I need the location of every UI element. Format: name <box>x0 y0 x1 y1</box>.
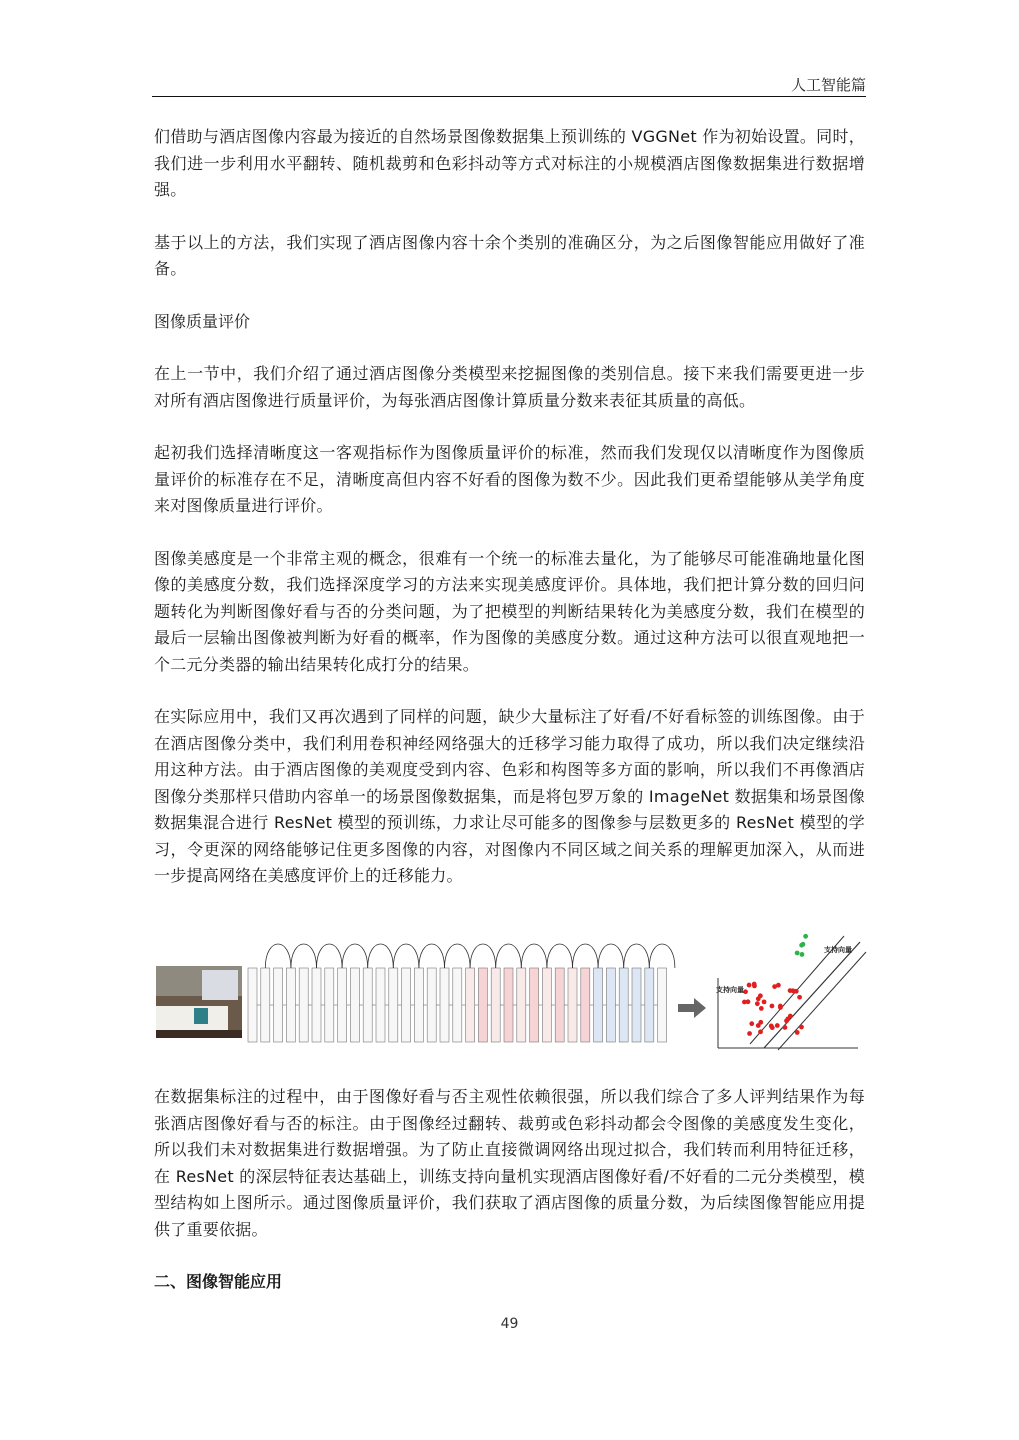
resnet-layer-block <box>581 968 590 1042</box>
resnet-layer-block <box>440 968 449 1042</box>
resnet-layer-block <box>402 968 411 1042</box>
resnet-layer-block <box>530 968 539 1042</box>
resnet-layer-block <box>619 968 628 1042</box>
resnet-layer-block <box>658 968 667 1042</box>
section-heading-quality: 图像质量评价 <box>154 311 251 331</box>
svm-plot <box>716 934 866 1050</box>
resnet-layer-block <box>453 968 462 1042</box>
resnet-layer-block <box>606 968 615 1042</box>
resnet-layer-block <box>350 968 359 1042</box>
resnet-layer-block <box>594 968 603 1042</box>
bad-point <box>759 1006 764 1011</box>
bad-point <box>770 1025 775 1030</box>
residual-arc <box>470 944 496 968</box>
residual-arc <box>265 944 291 968</box>
paragraph-quality-intro: 在上一节中，我们介绍了通过酒店图像分类模型来挖掘图像的类别信息。接下来我们需要更进一步对所有酒店图像进行质量评价，为每张酒店图像计算质量分数来表征其质量的高低。 <box>154 364 865 410</box>
page-number: 49 <box>500 1316 519 1332</box>
residual-arc <box>624 944 650 968</box>
bad-point <box>775 1023 780 1028</box>
residual-arc <box>419 944 445 968</box>
good-point <box>801 942 806 947</box>
bad-point <box>758 1029 763 1034</box>
residual-arc <box>368 944 394 968</box>
paragraph-vggnet: 们借助与酒店图像内容最为接近的自然场景图像数据集上预训练的 VGGNet 作为初始设置。同时，我们进一步利用水平翻转、随机裁剪和色彩抖动等方式对标注的小规模酒店图像数据集进行数据增强。 <box>154 127 865 199</box>
resnet-layer-block <box>645 968 654 1042</box>
resnet-layer-block <box>389 968 398 1042</box>
bad-point <box>791 988 796 993</box>
body-content <box>154 124 865 890</box>
residual-arc <box>649 944 675 968</box>
residual-arc <box>342 944 368 968</box>
resnet-layer-block <box>491 968 500 1042</box>
residual-arc <box>445 944 471 968</box>
residual-arc <box>598 944 624 968</box>
header-rule <box>152 96 866 97</box>
body-content-lower <box>154 1084 865 1296</box>
bad-point <box>752 982 757 987</box>
good-point <box>803 934 808 939</box>
resnet-layer-block <box>312 968 321 1042</box>
residual-arc <box>393 944 419 968</box>
bad-point <box>778 1005 783 1010</box>
bad-point <box>747 1031 752 1036</box>
resnet-layer-block <box>338 968 347 1042</box>
resnet-layer-block <box>299 968 308 1042</box>
header-title: 人工智能篇 <box>790 76 866 94</box>
residual-arc <box>573 944 599 968</box>
bad-point <box>749 1021 754 1026</box>
bad-point <box>756 996 761 1001</box>
resnet-layers <box>248 968 667 1042</box>
residual-arc <box>317 944 343 968</box>
resnet-layer-block <box>286 968 295 1042</box>
resnet-layer-block <box>632 968 641 1042</box>
residual-arc <box>521 944 547 968</box>
svm-decision-line <box>764 942 860 1048</box>
bad-point <box>746 999 751 1004</box>
good-point <box>800 952 805 957</box>
svm-label-support-top: 支持向量 <box>824 946 852 954</box>
resnet-layer-block <box>427 968 436 1042</box>
section-heading-applications: 二、图像智能应用 <box>154 1272 283 1291</box>
paragraph-sharpness: 起初我们选择清晰度这一客观指标作为图像质量评价的标准，然而我们发现仅以清晰度作为图像质量评价的标准存在不足，清晰度高但内容不好看的图像为数不少。因此我们更希望能够从美学角度来对图像质量进行评价。 <box>154 443 865 515</box>
flow-arrow-icon <box>678 998 706 1018</box>
bad-point <box>797 995 802 1000</box>
resnet-layer-block <box>414 968 423 1042</box>
resnet-layer-block <box>325 968 334 1042</box>
bad-point <box>785 1016 790 1021</box>
resnet-layer-block <box>517 968 526 1042</box>
resnet-layer-block <box>248 968 257 1042</box>
resnet-layer-block <box>261 968 270 1042</box>
bad-point <box>747 983 752 988</box>
paragraph-classification-result: 基于以上的方法，我们实现了酒店图像内容十余个类别的准确区分，为之后图像智能应用做好了准备。 <box>154 232 865 278</box>
bad-point <box>772 984 777 989</box>
model-structure-figure <box>154 926 868 1056</box>
hotel-room-photo <box>156 966 242 1038</box>
bad-point <box>795 1030 800 1035</box>
residual-arc <box>291 944 317 968</box>
bad-point <box>799 1025 804 1030</box>
resnet-layer-block <box>504 968 513 1042</box>
resnet-layer-block <box>478 968 487 1042</box>
bad-point <box>756 1023 761 1028</box>
bad-point <box>783 1025 788 1030</box>
resnet-layer-block <box>555 968 564 1042</box>
resnet-layer-block <box>542 968 551 1042</box>
residual-arc <box>547 944 573 968</box>
good-points <box>795 934 808 957</box>
paragraph-aesthetics: 图像美感度是一个非常主观的概念，很难有一个统一的标准去量化，为了能够尽可能准确地量化图像的美感度分数，我们选择深度学习的方法来实现美感度评价。具体地，我们把计算分数的回归问题转化为判断图像好看与否的分类问题，为了把模型的判断结果转化为美感度分数，我们在模型的最后一层输出图像被判断为好看的概率，作为图像的美感度分数。通过这种方法可以很直观地把一个二元分类器的输出结果转化成打分的结果。 <box>154 548 865 674</box>
bad-point <box>762 999 767 1004</box>
svm-label-support-left: 支持向量 <box>716 986 744 994</box>
svm-margin-line-2 <box>778 952 866 1050</box>
resnet-layer-block <box>274 968 283 1042</box>
good-point <box>795 951 800 956</box>
figure-svg <box>154 926 868 1056</box>
resnet-layer-block <box>568 968 577 1042</box>
bad-point <box>755 1001 760 1006</box>
paragraph-annotation: 在数据集标注的过程中，由于图像好看与否主观性依赖很强，所以我们综合了多人评判结果作为每张酒店图像好看与否的标注。由于图像经过翻转、裁剪或色彩抖动都会令图像的美感度发生变化，所以我们未对数据集进行数据增强。为了防止直接微调网络出现过拟合，我们转而利用特征迁移，在 ResNet 的深层特征表达基础上，训练支持向量机实现酒店图像好看/不好看的二元分类模型，模型结构如上图所示。通过图像质量评价，我们获取了酒店图像的质量分数，为后续图像智能应用提供了重要依据。 <box>154 1087 865 1239</box>
bad-point <box>770 1004 775 1009</box>
resnet-layer-block <box>466 968 475 1042</box>
resnet-layer-block <box>376 968 385 1042</box>
resnet-layer-block <box>363 968 372 1042</box>
bad-points <box>742 982 804 1036</box>
paragraph-resnet: 在实际应用中，我们又再次遇到了同样的问题，缺少大量标注了好看/不好看标签的训练图像。由于在酒店图像分类中，我们利用卷积神经网络强大的迁移学习能力取得了成功，所以我们决定继续沿用这种方法。由于酒店图像的美观度受到内容、色彩和构图等多方面的影响，所以我们不再像酒店图像分类那样只借助内容单一的场景图像数据集，而是将包罗万象的 ImageNet 数据集和场景图像数据集混合进行 ResNet 模型的预训练，力求让尽可能多的图像参与层数更多的 ResNet 模型的学习，令更深的网络能够记住更多图像的内容，对图像内不同区域之间关系的理解更加深入，从而进一步提高网络在美感度评价上的迁移能力。 <box>154 707 865 885</box>
residual-connections <box>265 944 675 968</box>
residual-arc <box>496 944 522 968</box>
